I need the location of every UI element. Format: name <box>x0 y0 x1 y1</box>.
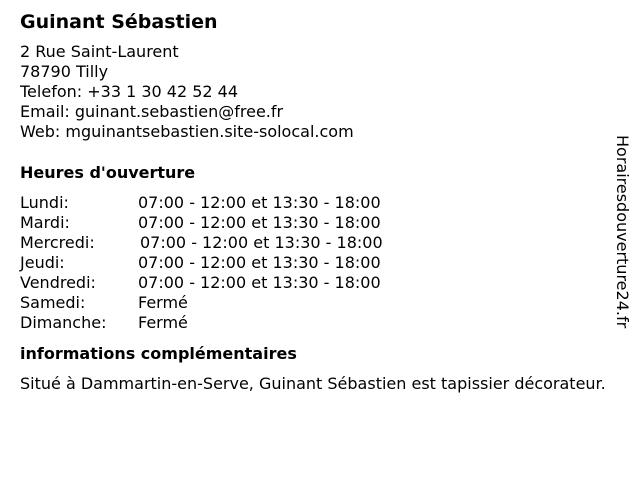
day-hours: Fermé <box>138 293 188 312</box>
hours-row-samedi <box>20 293 620 313</box>
site-watermark: Horairesdouverture24.fr <box>613 135 632 329</box>
hours-row-mardi <box>20 213 620 233</box>
day-label: Vendredi: <box>20 273 96 292</box>
hours-row-lundi <box>20 193 620 213</box>
day-hours: 07:00 - 12:00 et 13:30 - 18:00 <box>138 273 381 292</box>
extra-info-heading: informations complémentaires <box>20 344 297 363</box>
day-label: Mercredi: <box>20 233 95 252</box>
address-street: 2 Rue Saint-Laurent <box>20 42 179 61</box>
web-text: Web: mguinantsebastien.site-solocal.com <box>20 122 354 141</box>
day-hours: 07:00 - 12:00 et 13:30 - 18:00 <box>138 253 381 272</box>
phone-text: Telefon: +33 1 30 42 52 44 <box>20 82 239 101</box>
business-name: Guinant Sébastien <box>20 11 218 33</box>
hours-table <box>20 193 620 333</box>
hours-row-jeudi <box>20 253 620 273</box>
day-hours: Fermé <box>138 313 188 332</box>
hours-row-mercredi <box>20 233 620 253</box>
hours-row-dimanche <box>20 313 620 333</box>
address-city: 78790 Tilly <box>20 62 109 81</box>
business-card <box>20 10 620 394</box>
day-label: Lundi: <box>20 193 69 212</box>
day-hours: 07:00 - 12:00 et 13:30 - 18:00 <box>140 233 383 252</box>
day-label: Dimanche: <box>20 313 107 332</box>
contact-info <box>20 42 620 142</box>
email-text: Email: guinant.sebastien@free.fr <box>20 102 284 121</box>
day-label: Jeudi: <box>20 253 65 272</box>
day-label: Mardi: <box>20 213 70 232</box>
day-hours: 07:00 - 12:00 et 13:30 - 18:00 <box>138 193 381 212</box>
hours-heading: Heures d'ouverture <box>20 163 196 182</box>
hours-row-vendredi <box>20 273 620 293</box>
day-label: Samedi: <box>20 293 86 312</box>
business-description: Situé à Dammartin-en-Serve, Guinant Sébastien est tapissier décorateur. <box>20 374 606 393</box>
day-hours: 07:00 - 12:00 et 13:30 - 18:00 <box>138 213 381 232</box>
